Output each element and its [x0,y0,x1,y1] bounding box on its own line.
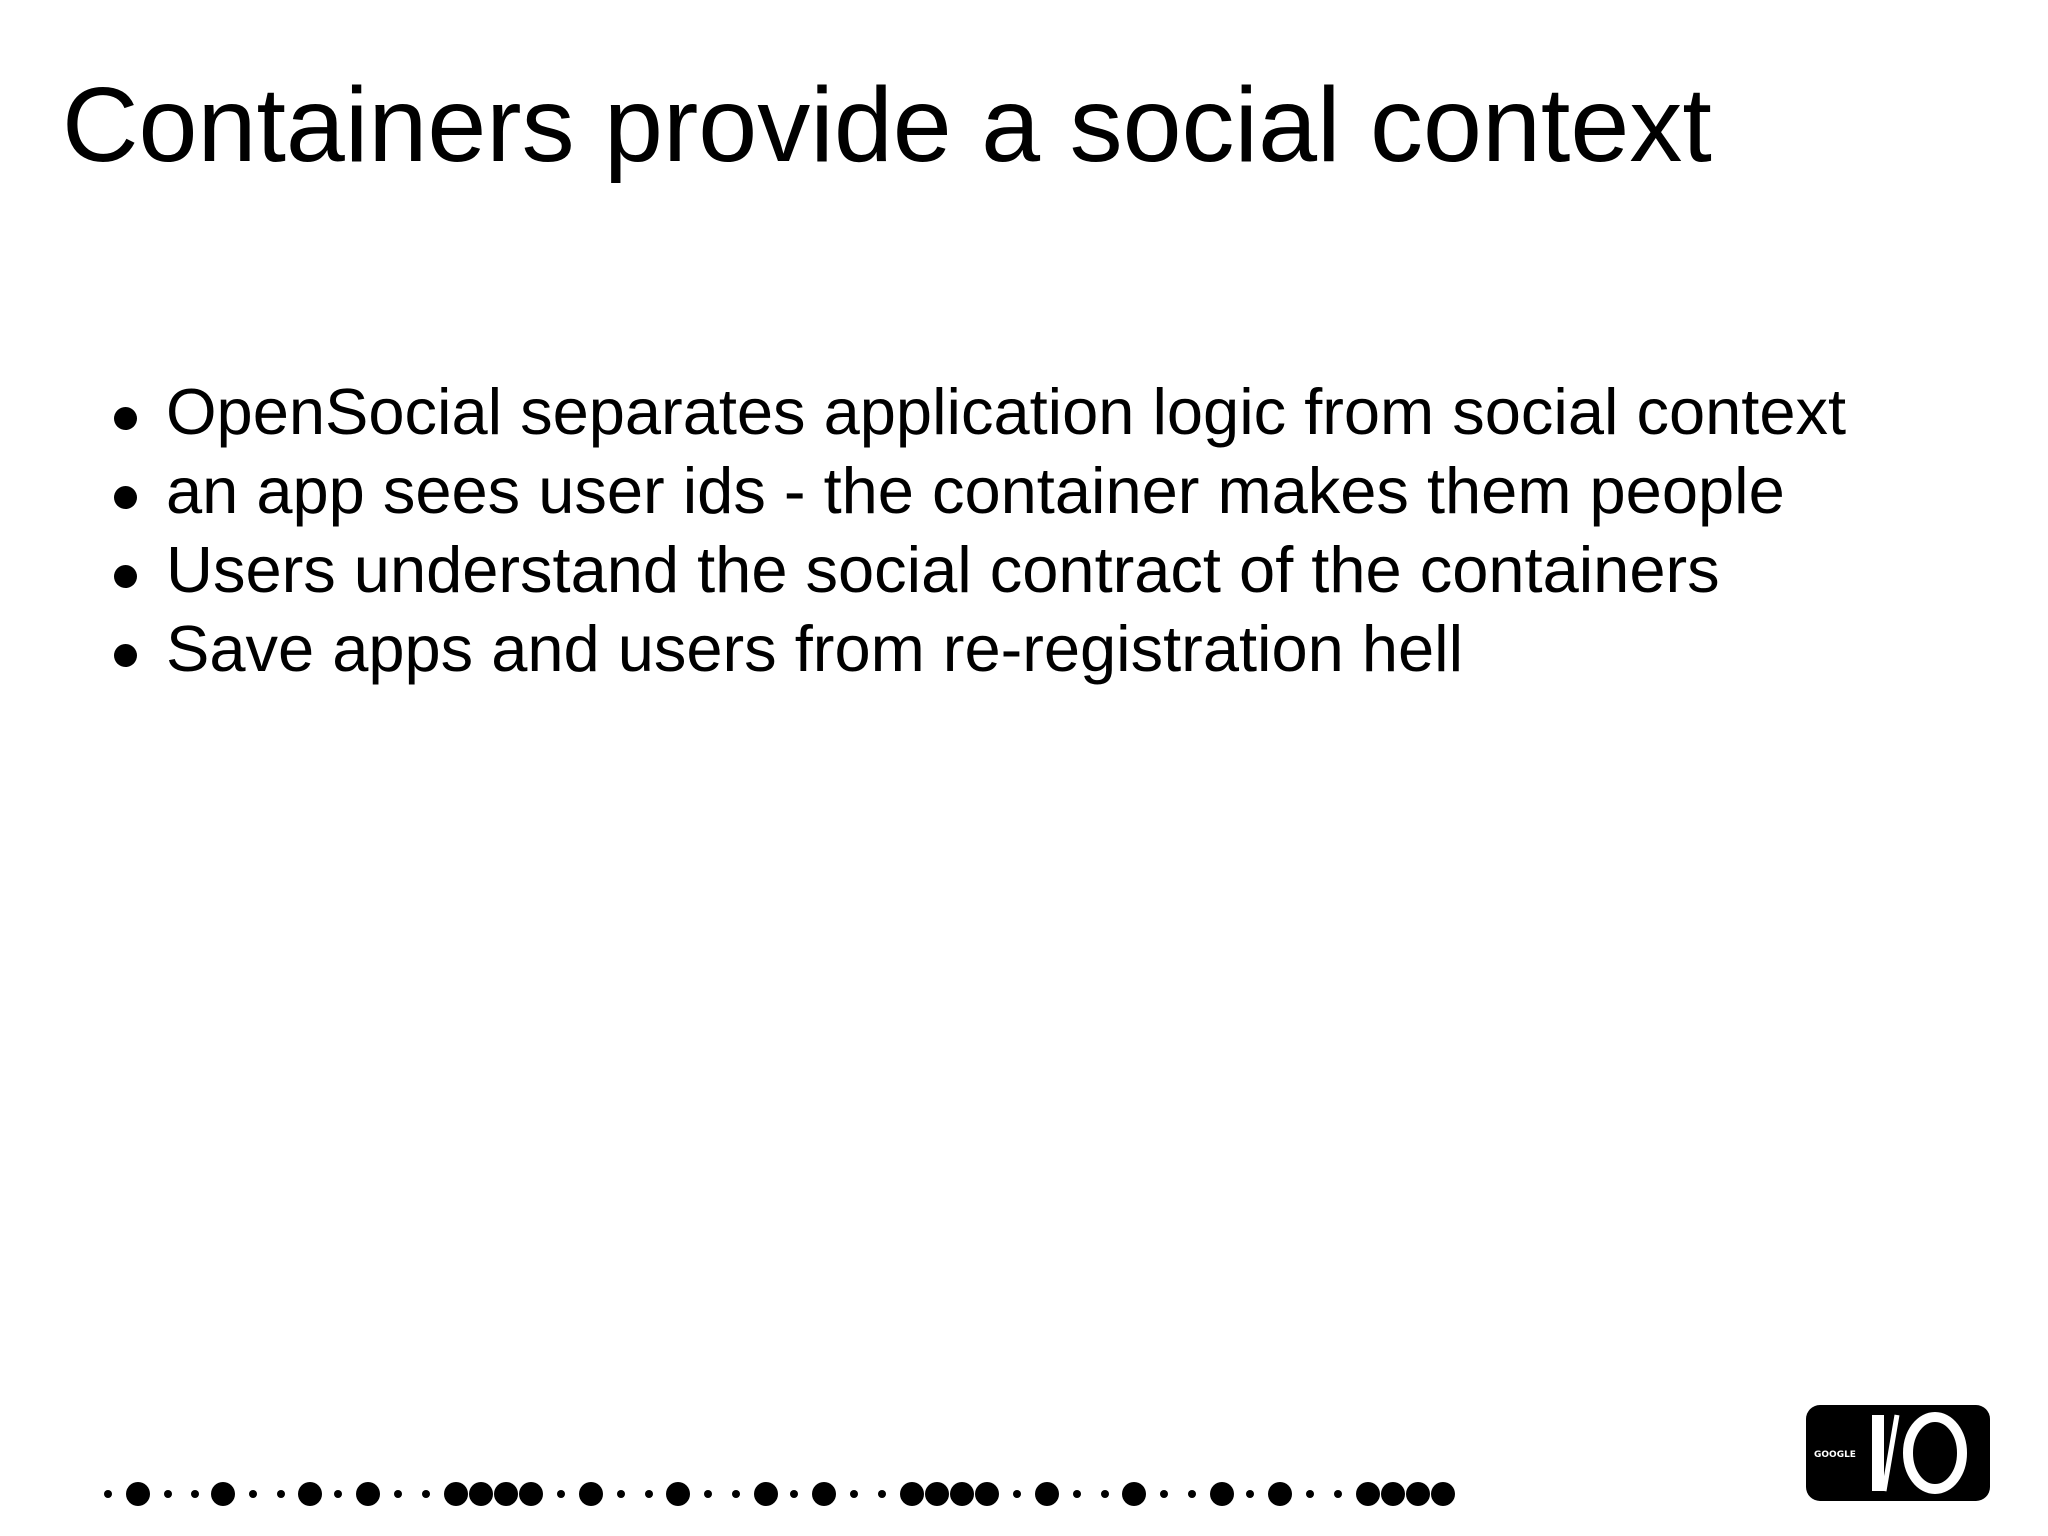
bullet-text: Save apps and users from re-registration hell [166,612,1464,685]
bullet-list [110,372,1846,688]
bullet-icon [114,486,137,509]
bullet-item [110,530,1846,609]
bullet-item [110,609,1846,688]
slide-title: Containers provide a social context [62,66,1712,184]
dot-pattern-icon [100,1474,1500,1514]
bullet-text: an app sees user ids - the container makes them people [166,454,1785,527]
bullet-icon [114,407,137,430]
bullet-icon [114,565,137,588]
bullet-item [110,451,1846,530]
bullet-icon [114,644,137,667]
bullet-text: Users understand the social contract of the containers [166,533,1720,606]
google-io-logo [1806,1405,1990,1501]
logo-text: GOOGLE [1814,1450,1856,1460]
bullet-text: OpenSocial separates application logic from social context [166,375,1847,448]
bullet-item [110,372,1846,451]
